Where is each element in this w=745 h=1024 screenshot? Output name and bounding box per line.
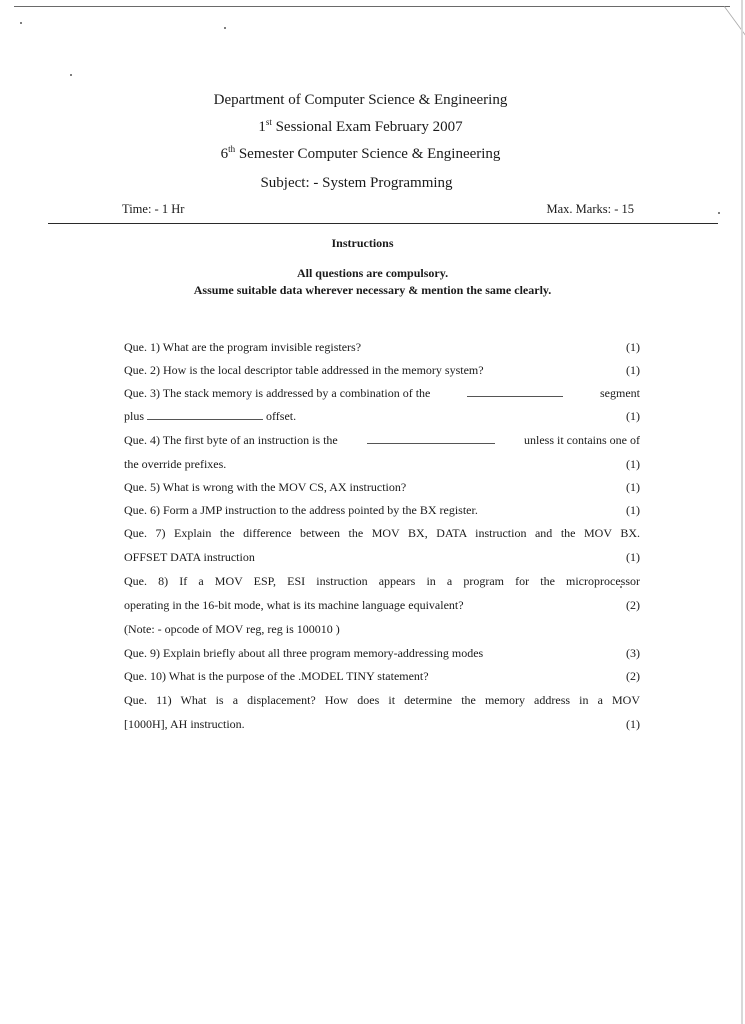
question-text: operating in the 16-bit mode, what is its machine language equivalent?	[124, 598, 464, 612]
question-note: (Note: - opcode of MOV reg, reg is 100010 )	[124, 622, 340, 636]
question-marks: (1)	[626, 503, 640, 517]
question-8-cont	[124, 598, 640, 612]
question-marks: (3)	[626, 646, 640, 660]
question-text: Que. 7) Explain the difference between the MOV BX, DATA instruction and the MOV BX.	[124, 526, 640, 540]
fill-blank	[467, 386, 563, 397]
fill-blank	[367, 433, 495, 444]
question-8	[124, 574, 640, 588]
question-9	[124, 646, 640, 660]
question-3	[124, 386, 640, 400]
exam-meta-row	[122, 202, 634, 217]
question-text: [1000H], AH instruction.	[124, 717, 245, 731]
time-label: Time: - 1 Hr	[122, 202, 185, 216]
question-marks: (1)	[626, 340, 640, 354]
question-6	[124, 503, 640, 517]
question-11-cont	[124, 717, 640, 731]
question-marks: (1)	[626, 717, 640, 731]
question-marks: (1)	[626, 457, 640, 471]
question-text: plus	[124, 409, 145, 423]
instructions-heading: Instructions	[331, 236, 394, 250]
question-text: Que. 3) The stack memory is addressed by a combination of the	[124, 386, 431, 400]
fill-blank	[147, 409, 263, 420]
question-4	[124, 433, 640, 447]
question-3-cont	[124, 409, 640, 423]
question-7	[124, 526, 640, 540]
question-4-cont	[124, 457, 640, 471]
question-text: Que. 2) How is the local descriptor table addressed in the memory system?	[124, 363, 484, 377]
question-marks: (1)	[626, 480, 640, 494]
semester-title: 6th Semester Computer Science & Engineering	[220, 144, 501, 162]
question-text: Que. 4) The first byte of an instruction is the	[124, 433, 338, 447]
instruction-line: Assume suitable data wherever necessary & mention the same clearly.	[193, 283, 552, 297]
question-marks: (1)	[626, 363, 640, 377]
question-text: unless it contains one of	[524, 433, 640, 447]
question-10	[124, 669, 640, 683]
exam-title: 1st Sessional Exam February 2007	[258, 117, 463, 135]
question-text: Que. 6) Form a JMP instruction to the address pointed by the BX register.	[124, 503, 478, 517]
header-divider	[48, 223, 718, 224]
question-text: Que. 10) What is the purpose of the .MODEL TINY statement?	[124, 669, 429, 683]
scan-right-edge	[741, 0, 743, 1024]
question-8-note	[124, 622, 640, 636]
question-7-cont	[124, 550, 640, 564]
question-text: offset.	[266, 409, 297, 423]
max-marks-label: Max. Marks: - 15	[546, 202, 634, 216]
question-5	[124, 480, 640, 494]
question-text: Que. 1) What are the program invisible registers?	[124, 340, 362, 354]
question-text: segment	[600, 386, 640, 400]
scan-top-edge	[14, 6, 730, 7]
scan-speck	[718, 212, 720, 214]
question-text: Que. 8) If a MOV ESP, ESI instruction appears in a program for the microprocessor	[124, 574, 640, 588]
question-marks: (2)	[626, 669, 640, 683]
subject-title: Subject: - System Programming	[260, 175, 453, 191]
department-title: Department of Computer Science & Engineering	[213, 92, 508, 108]
question-2	[124, 363, 640, 377]
question-marks: (1)	[626, 550, 640, 564]
scan-speck	[224, 27, 226, 29]
question-text: OFFSET DATA instruction	[124, 550, 255, 564]
question-text: Que. 11) What is a displacement? How does it determine the memory address in a MOV	[124, 693, 640, 707]
scan-speck	[20, 22, 22, 24]
question-text: Que. 9) Explain briefly about all three program memory-addressing modes	[124, 646, 484, 660]
scan-speck	[70, 74, 72, 76]
question-marks: (2)	[626, 598, 640, 612]
instruction-line: All questions are compulsory.	[296, 266, 449, 280]
question-text: the override prefixes.	[124, 457, 227, 471]
question-1	[124, 340, 640, 354]
question-marks: (1)	[626, 409, 640, 423]
question-text: Que. 5) What is wrong with the MOV CS, AX instruction?	[124, 480, 407, 494]
question-11	[124, 693, 640, 707]
